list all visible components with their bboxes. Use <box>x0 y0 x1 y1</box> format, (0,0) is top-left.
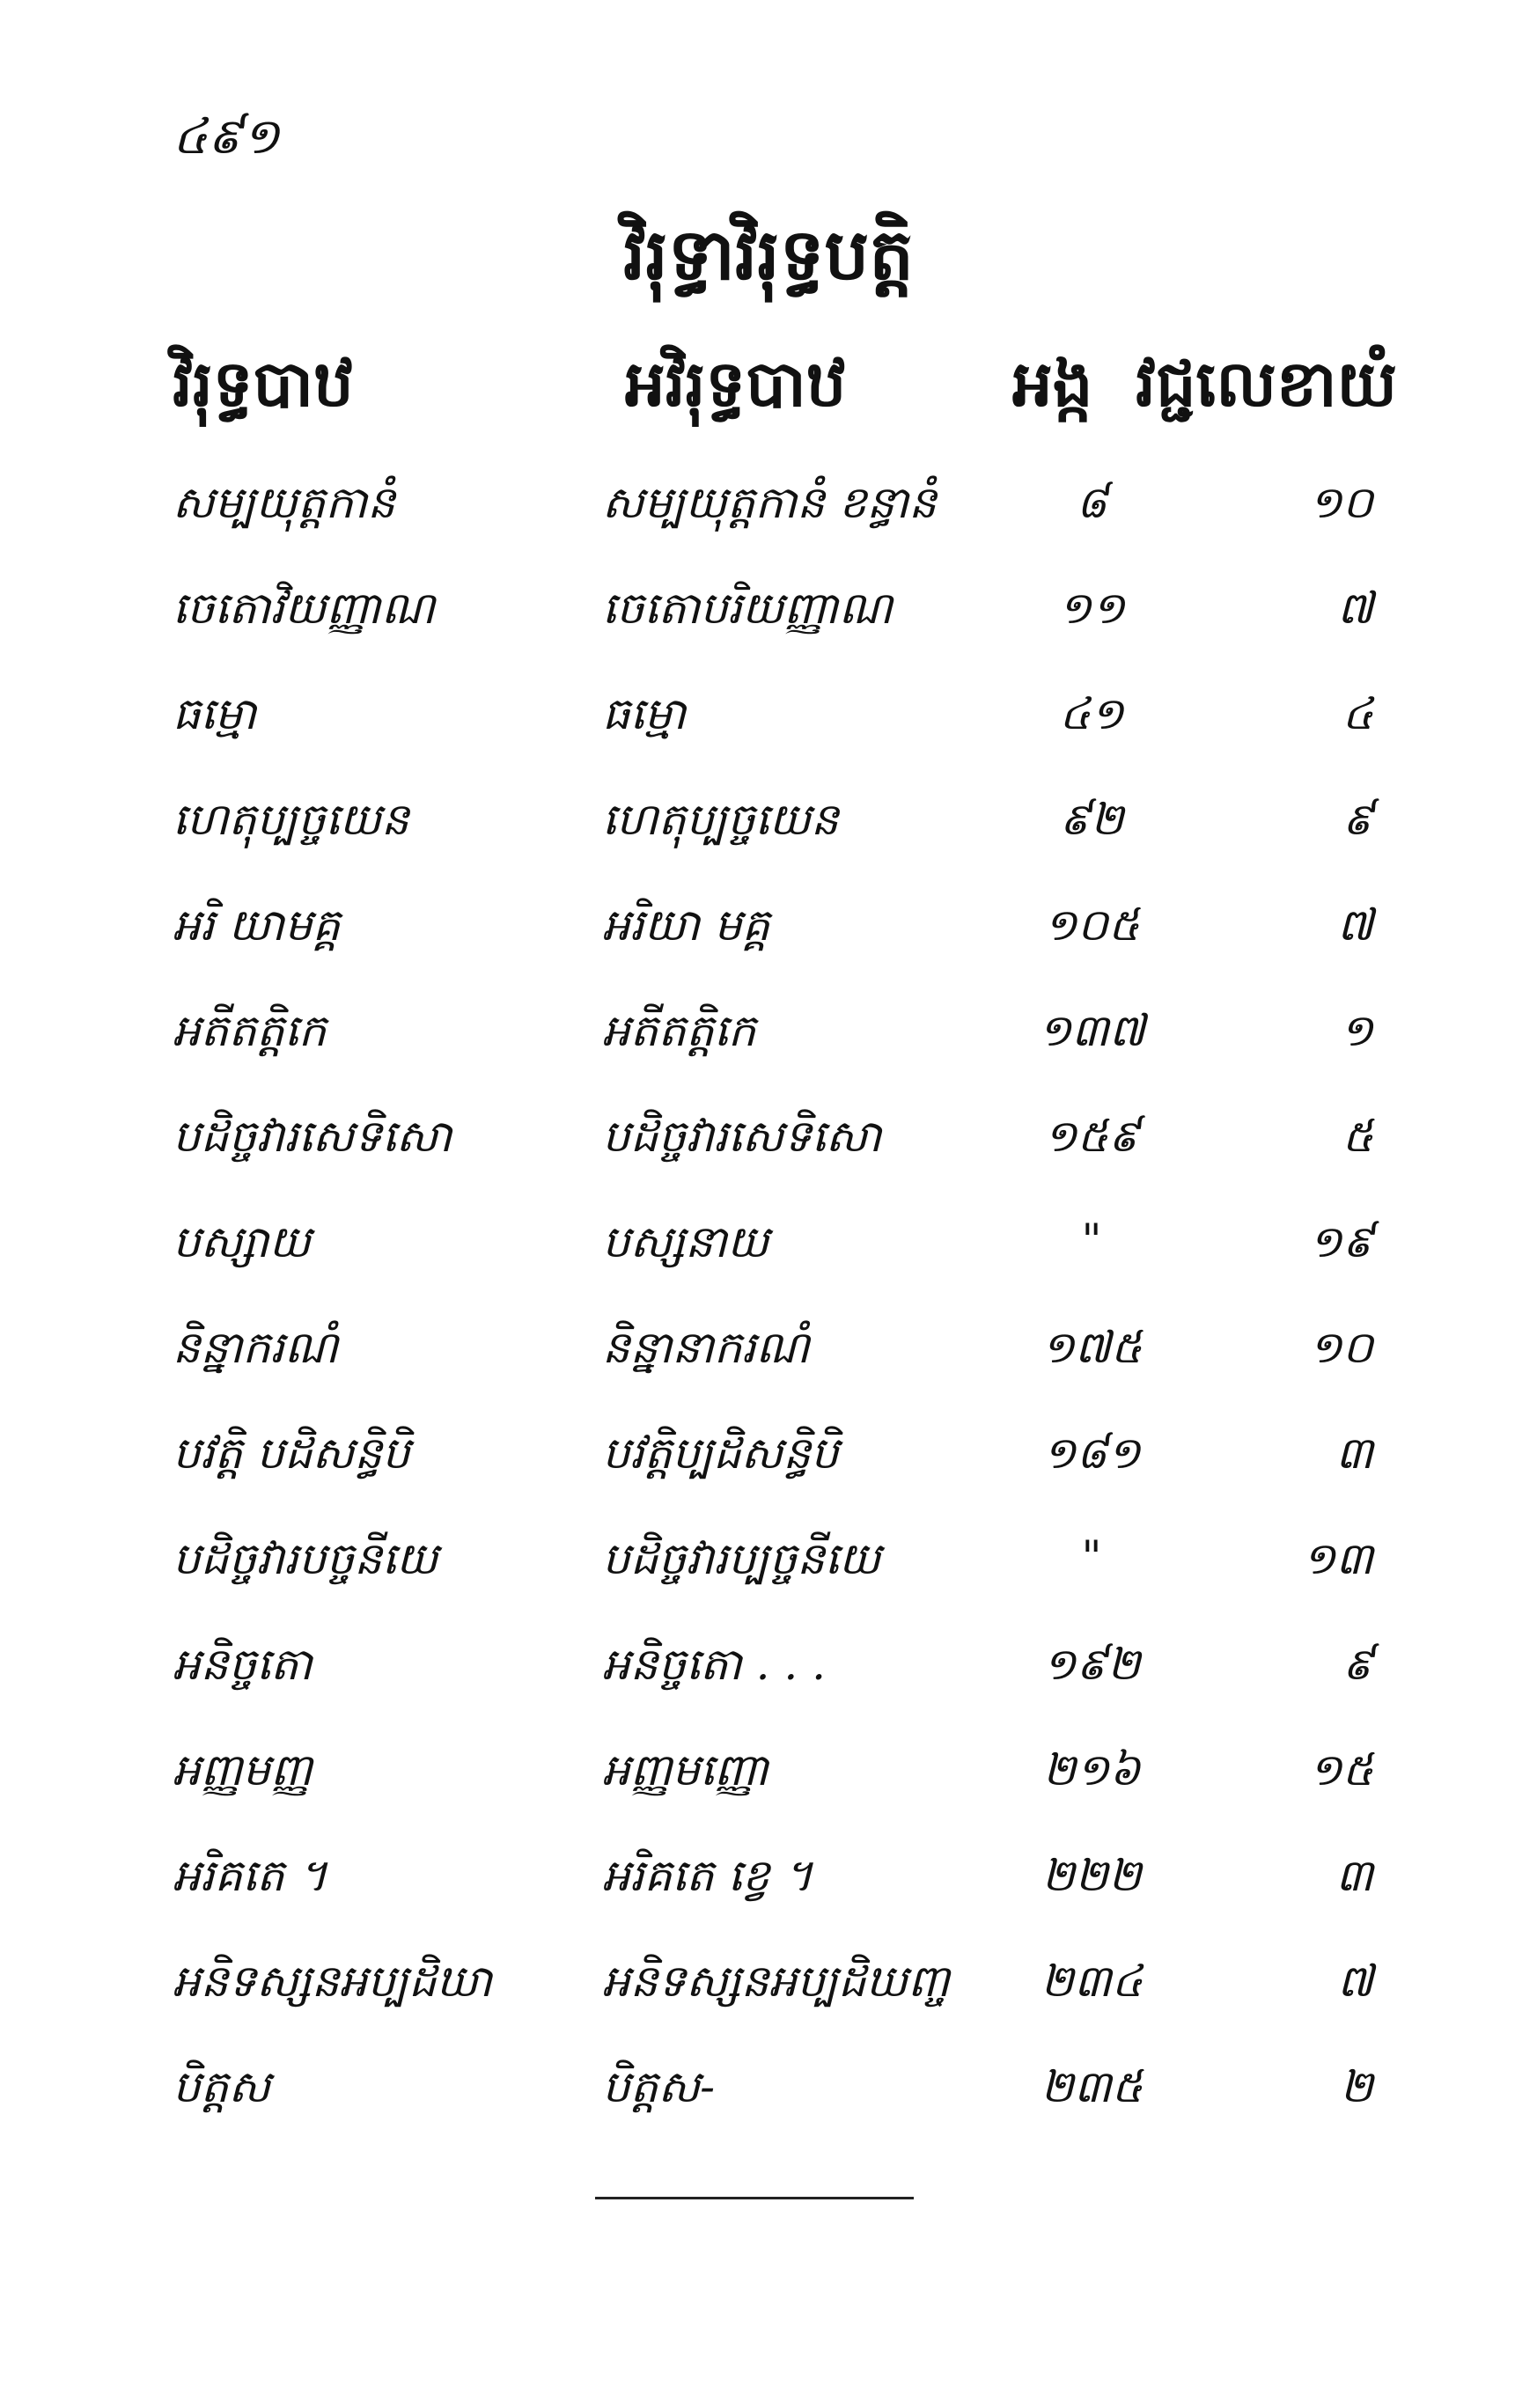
table-row <box>0 880 1537 986</box>
table-row <box>0 1197 1537 1303</box>
table-row <box>0 775 1537 880</box>
line-ref: ៩ <box>1342 1639 1373 1690</box>
page-ref: ២៣៤ <box>1041 1956 1143 2007</box>
page-ref: ២២២ <box>1041 1850 1142 1901</box>
line-ref: ១០ <box>1308 1322 1373 1373</box>
table-row <box>0 1408 1537 1514</box>
page-ref: ១៧៥ <box>1041 1322 1143 1373</box>
line-ref: ៧ <box>1336 583 1373 634</box>
table-row <box>0 1936 1537 2042</box>
page-ref: ២១៦ <box>1042 1744 1141 1795</box>
header-wrong-reading: វិរុទ្ធបាឋ <box>173 346 354 421</box>
correct-reading: បដិច្ចវារសេទិសោ <box>602 1111 882 1162</box>
wrong-reading: សម្បយុត្តកានំ <box>173 477 395 528</box>
correct-reading: អតីតត្តិកេ <box>602 1005 756 1056</box>
correct-reading: បដិច្ចវារប្បច្ចនីយេ <box>602 1533 881 1584</box>
line-ref: ៩ <box>1342 794 1373 845</box>
page-number: ៤៩១ <box>173 108 280 165</box>
wrong-reading: អរិគតេ ។ <box>173 1850 327 1901</box>
correct-reading: ធម្មោ <box>602 688 687 739</box>
wrong-reading: អនិទស្សនអប្បដិឃា <box>173 1956 493 2007</box>
errata-table <box>0 458 1537 2147</box>
table-row <box>0 1514 1537 1619</box>
correct-reading: អរិយា មគ្គ <box>602 899 770 951</box>
wrong-reading: បវត្តិ បដិសន្ធិបិ <box>173 1428 410 1479</box>
correct-reading: បិត្តស- <box>602 2061 715 2112</box>
line-ref: ១៩ <box>1308 1216 1373 1267</box>
wrong-reading: ហេតុប្បច្ចយេន <box>173 794 409 845</box>
header-correct-reading: អវិរុទ្ធបាឋ <box>625 346 847 421</box>
wrong-reading: អរិ យាមគ្គ <box>173 899 341 951</box>
page-ref: ៨ <box>1076 477 1107 528</box>
closing-rule <box>595 2197 914 2199</box>
page-title: វិរុទ្ធាវិរុទ្ធបត្តិ <box>622 213 915 296</box>
wrong-reading: អញ្ញមញ្ញ <box>173 1744 313 1795</box>
page-ref: " <box>1081 1215 1102 1266</box>
correct-reading: ហេតុប្បច្ចយេន <box>602 794 839 845</box>
table-row <box>0 1831 1537 1936</box>
correct-reading: អញ្ញមញ្ញោ <box>602 1744 769 1795</box>
wrong-reading: បដិច្ចវារសេទិសោ <box>173 1111 452 1162</box>
line-ref: ៤ <box>1342 688 1373 739</box>
line-ref: ៧ <box>1336 1956 1373 2007</box>
correct-reading: អរិគតេ ខ្វេ ។ <box>602 1850 813 1901</box>
table-row <box>0 2042 1537 2147</box>
line-ref: ៣ <box>1335 1850 1373 1901</box>
correct-reading: បវត្តិប្បដិសន្ធិបិ <box>602 1428 839 1479</box>
page-ref: ១១ <box>1058 583 1125 634</box>
line-ref: ២ <box>1340 2061 1373 2112</box>
page-ref: ១៣៧ <box>1038 1005 1145 1056</box>
wrong-reading: ចេតោវិយញ្ញាណ <box>173 583 436 634</box>
wrong-reading: ធម្មោ <box>173 688 257 739</box>
table-row <box>0 1619 1537 1725</box>
wrong-reading: បដិច្ចវារបច្ចនីយេ <box>173 1533 438 1584</box>
page-ref: ១៨១ <box>1042 1428 1141 1479</box>
page-ref: " <box>1081 1531 1102 1582</box>
header-line: វជ្ជលេខាយំ <box>1136 346 1398 421</box>
correct-reading: និន្នានាករណំ <box>602 1322 810 1373</box>
table-row <box>0 1725 1537 1831</box>
page-ref: ៩២ <box>1059 794 1124 845</box>
correct-reading: អនិច្ចតោ . . . <box>602 1639 827 1690</box>
page-ref: ៤១ <box>1059 688 1124 739</box>
line-ref: ១០ <box>1308 477 1373 528</box>
table-row <box>0 563 1537 669</box>
line-ref: ៧ <box>1336 899 1373 951</box>
wrong-reading: អតីតត្តិកេ <box>173 1005 327 1056</box>
table-row <box>0 1303 1537 1408</box>
table-row <box>0 986 1537 1091</box>
page-ref: ១០៥ <box>1043 899 1140 951</box>
line-ref: ១៣ <box>1302 1533 1373 1584</box>
correct-reading: ចេតោបរិយញ្ញាណ <box>602 583 893 634</box>
line-ref: ១ <box>1340 1005 1373 1056</box>
table-row <box>0 1091 1537 1197</box>
correct-reading: បស្សនាយ <box>602 1216 769 1267</box>
table-header <box>0 345 1537 451</box>
line-ref: ៣ <box>1335 1428 1373 1479</box>
wrong-reading: បស្សាយ <box>173 1216 311 1267</box>
table-row <box>0 458 1537 563</box>
page-ref: ១៩២ <box>1042 1639 1141 1690</box>
correct-reading: សម្បយុត្តកានំ ខន្ធានំ <box>602 477 937 528</box>
wrong-reading: អនិច្ចតោ <box>173 1639 313 1690</box>
wrong-reading: បិត្តស <box>173 2061 271 2112</box>
table-row <box>0 669 1537 775</box>
header-page: អង្ក <box>1012 346 1093 421</box>
page-ref: ២៣៥ <box>1041 2061 1143 2112</box>
line-ref: ៥ <box>1342 1111 1373 1162</box>
wrong-reading: និន្នាករណំ <box>173 1322 338 1373</box>
page-ref: ១៥៩ <box>1043 1111 1140 1162</box>
line-ref: ១៥ <box>1308 1744 1373 1795</box>
correct-reading: អនិទស្សនអប្បដិឃញ្ច <box>602 1956 950 2007</box>
